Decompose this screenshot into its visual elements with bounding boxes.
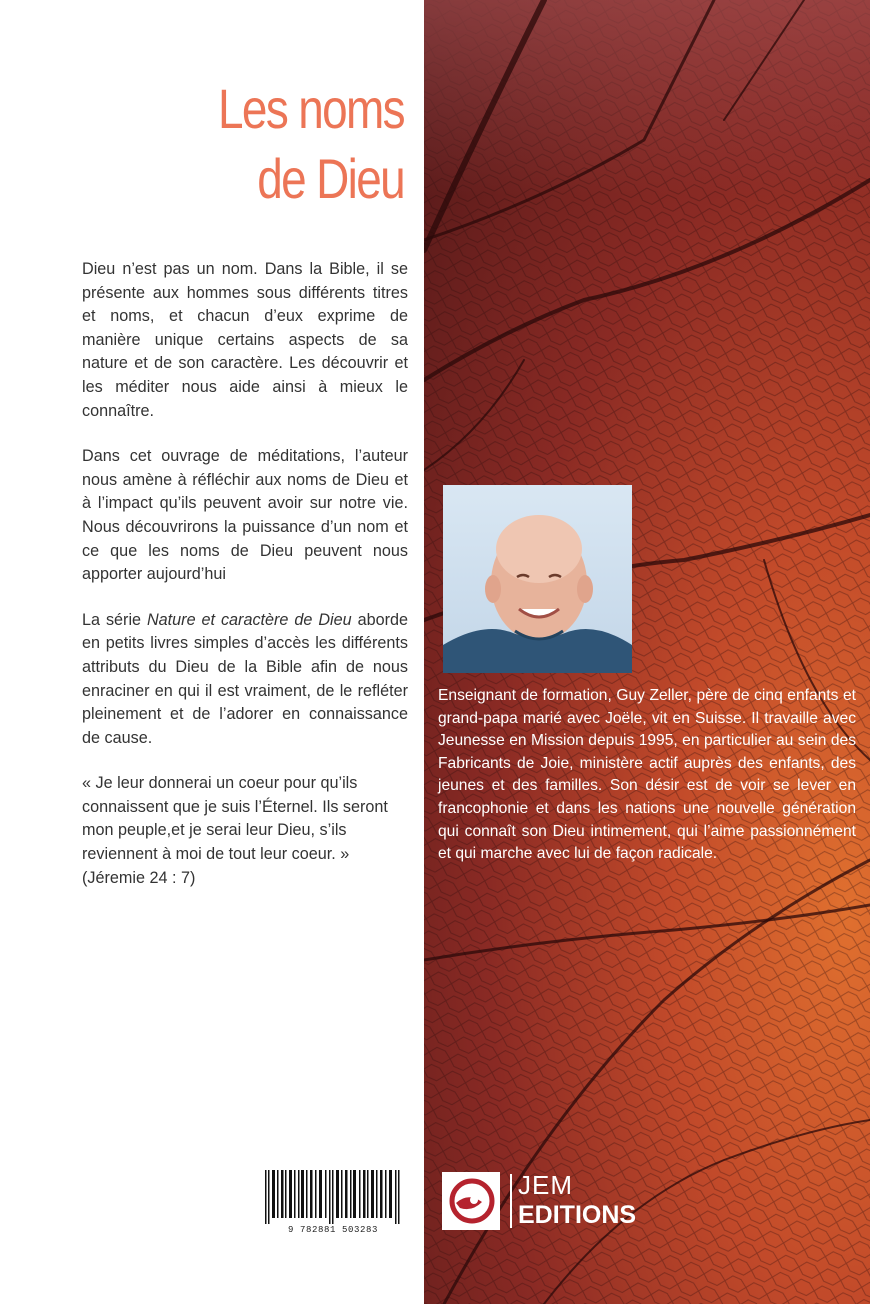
series-description: aborde en petits livres simples d’accès les différents attributs du Dieu de la Bible afin de nous enraciner en qui il est vraiment, de le refléter pleinement et de l’adorer en connaissance de cause.	[82, 610, 408, 747]
publisher-divider	[510, 1174, 512, 1228]
description-paragraph-2: Dans cet ouvrage de méditations, l’auteur nous amène à réfléchir aux noms de Dieu et à l’impact qu’ils peuvent avoir sur notre vie. Nous découvrirons la puissance d’un nom et ce que les noms de Dieu peuvent nous apporter aujourd’hui	[82, 447, 408, 584]
book-title-line-1: Les noms	[218, 77, 404, 140]
author-photo	[443, 485, 632, 673]
bible-quote	[82, 772, 408, 890]
barcode-bars	[259, 1170, 407, 1224]
publisher-emblem-icon	[442, 1172, 500, 1230]
publisher-name-line-2: EDITIONS	[518, 1201, 637, 1229]
bible-quote-reference: (Jéremie 24 : 7)	[82, 868, 196, 887]
publisher-logo	[442, 1172, 682, 1232]
description-paragraph-3	[82, 609, 408, 751]
author-portrait-illustration	[443, 485, 632, 673]
description-paragraph-1: Dieu n’est pas un nom. Dans la Bible, il se présente aux hommes sous différents titres et noms, et chacun d’eux exprime de manière unique certains aspects de sa nature et de son caractère. Les découvrir et les méditer nous aide ainsi à mieux le connaître.	[82, 260, 408, 420]
series-intro: La série	[82, 610, 147, 629]
author-biography	[438, 685, 856, 866]
left-text-panel	[0, 0, 424, 1304]
publisher-name-line-1: JEM	[518, 1170, 573, 1200]
series-name: Nature et caractère de Dieu	[146, 610, 352, 629]
isbn-barcode	[259, 1170, 407, 1242]
book-title	[92, 74, 404, 214]
barcode-digits: 9 782881 503283	[287, 1225, 378, 1235]
book-title-line-2: de Dieu	[257, 147, 404, 210]
description-text	[82, 258, 408, 912]
bible-quote-text: « Je leur donnerai un coeur pour qu’ils connaissent que je suis l’Éternel. Ils seront mon peuple,et je serai leur Dieu, s’ils reviennent à moi de tout leur coeur. »	[82, 774, 388, 864]
author-biography-text: Enseignant de formation, Guy Zeller, père de cinq enfants et grand-papa marié avec Joële, vit en Suisse. Il travaille avec Jeunesse en Mission depuis 1995, en particulier au sein des Fabricants de Joie, ministère actif auprès des enfants, des jeunes et des familles. Son désir est de voir se lever en francophonie et dans les nations une nouvelle génération qui connaît son Dieu intimement, qui l’aime passionnément et qui marche avec lui de façon radicale.	[438, 687, 856, 863]
